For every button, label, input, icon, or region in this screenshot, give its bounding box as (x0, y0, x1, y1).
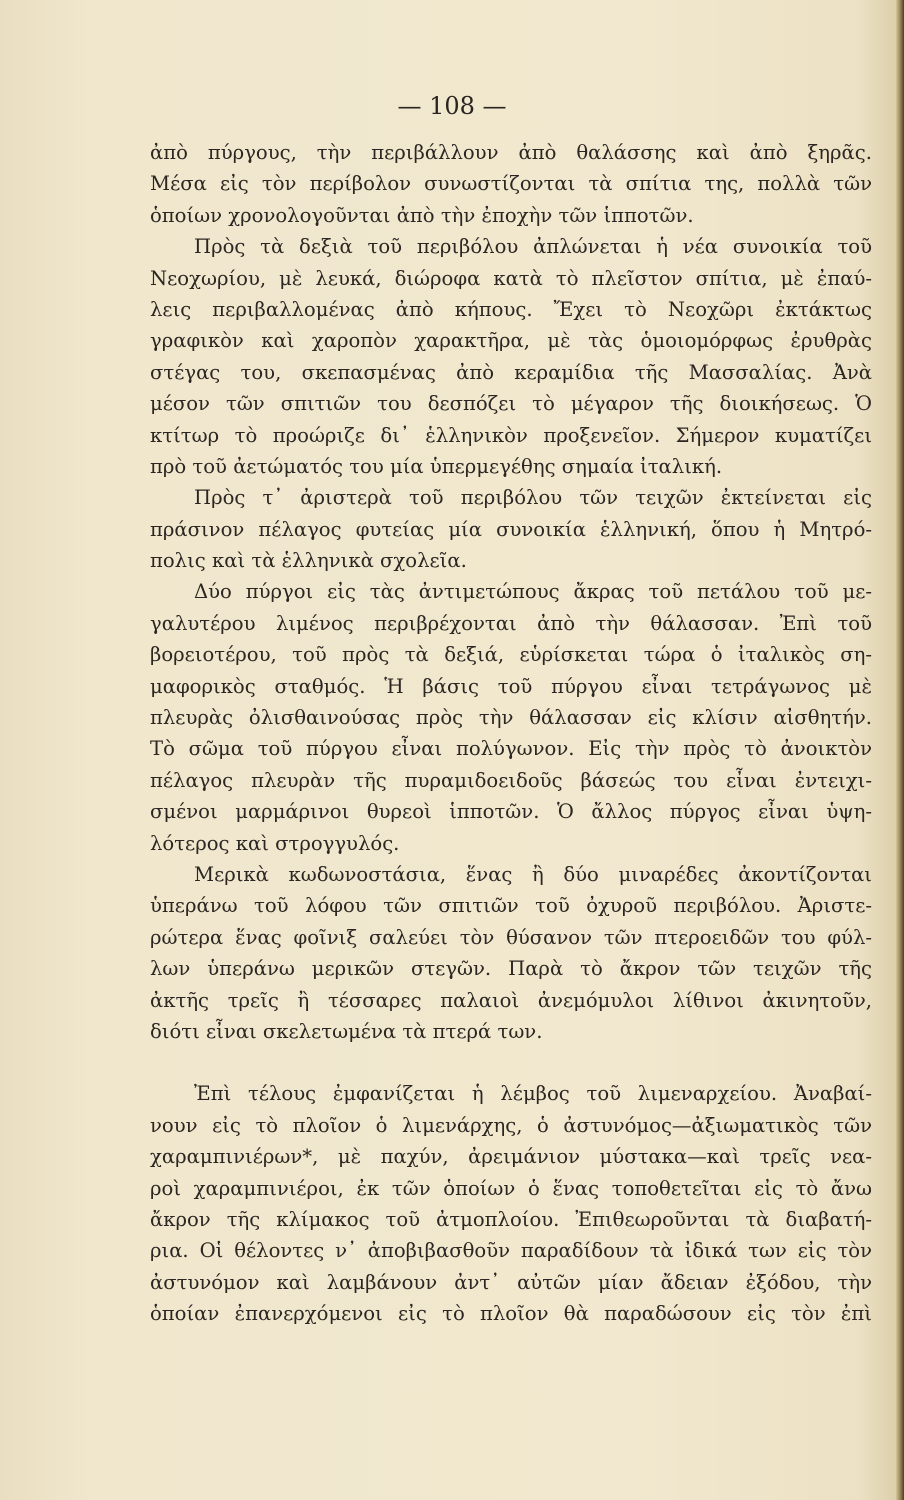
text-line: Μερικὰ κωδωνοστάσια, ἕνας ἢ δύο μιναρέδες ἀκοντίζονται (194, 862, 872, 886)
text-line: ρώτερα ἕνας φοῖνιξ σαλεύει τὸν θύσανον τῶν πτεροειδῶν του φύλ- (150, 925, 872, 949)
paragraph (150, 576, 872, 859)
text-line: λων ὑπεράνω μερικῶν στεγῶν. Παρὰ τὸ ἄκρον τῶν τειχῶν τῆς (150, 957, 872, 981)
text-line: ἀκτῆς τρεῖς ἢ τέσσαρες παλαιοὶ ἀνεμόμυλοι λίθινοι ἀκινητοῦν, (150, 988, 872, 1012)
text-line: Ἐπὶ τέλους ἐμφανίζεται ἡ λέμβος τοῦ λιμεναρχείου. Ἀναβαί- (194, 1082, 872, 1106)
page-number: — 108 — (397, 92, 507, 120)
text-line: πλευρὰς ὀλισθαινούσας πρὸς τὴν θάλασσαν εἰς κλίσιν αἰσθητήν. (150, 706, 872, 730)
text-line: πρὸ τοῦ ἀετώματός του μία ὑπερμεγέθης σημαία ἰταλική. (150, 454, 723, 478)
paragraph (150, 859, 872, 1047)
text-line: πράσινον πέλαγος φυτείας μία συνοικία ἑλληνική, ὅπου ἡ Μητρό- (150, 517, 872, 541)
paragraph-gap (150, 1047, 872, 1078)
text-line: ροὶ χαραμπινιέροι, ἐκ τῶν ὁποίων ὁ ἕνας τοποθετεῖται εἰς τὸ ἄνω (150, 1176, 872, 1200)
paragraph (150, 1078, 872, 1329)
text-line: λότερος καὶ στρογγυλός. (150, 831, 400, 855)
text-line: ὑπεράνω τοῦ λόφου τῶν σπιτιῶν τοῦ ὀχυροῦ περιβόλου. Ἀριστε- (150, 894, 872, 918)
text-line: μαφορικὸς σταθμός. Ἡ βάσις τοῦ πύργου εἶναι τετράγωνος μὲ (150, 674, 872, 698)
text-line: μέσον τῶν σπιτιῶν του δεσπόζει τὸ μέγαρον τῆς διοικήσεως. Ὁ (150, 392, 872, 416)
text-line: πέλαγος πλευρὰν τῆς πυραμιδοειδοῦς βάσεώς του εἶναι ἐντειχι- (150, 768, 872, 792)
text-line: γραφικὸν καὶ χαροπὸν χαρακτῆρα, μὲ τὰς ὁμοιομόρφως ἐρυθρὰς (150, 329, 872, 353)
text-line: ἀπὸ πύργους, τὴν περιβάλλουν ἀπὸ θαλάσσης καὶ ἀπὸ ξηρᾶς. (150, 141, 872, 164)
text-line: κτίτωρ τὸ προώριζε δι᾿ ἑλληνικὸν προξενεῖον. Σήμερον κυματίζει (150, 423, 872, 447)
text-line: ὁποίαν ἐπανερχόμενοι εἰς τὸ πλοῖον θὰ παραδώσουν εἰς τὸν ἐπὶ (150, 1302, 872, 1326)
text-line: πολις καὶ τὰ ἑλληνικὰ σχολεῖα. (150, 549, 467, 573)
text-line: γαλυτέρου λιμένος περιβρέχονται ἀπὸ τὴν θάλασσαν. Ἐπὶ τοῦ (150, 611, 872, 635)
text-line: ὁποίων χρονολογοῦνται ἀπὸ τὴν ἐποχὴν τῶν ἱπποτῶν. (150, 203, 694, 227)
text-line: λεις περιβαλλομένας ἀπὸ κήπους. Ἔχει τὸ Νεοχῶρι ἐκτάκτως (150, 297, 872, 321)
text-line: βορειοτέρου, τοῦ πρὸς τὰ δεξιά, εὑρίσκεται τώρα ὁ ἰταλικὸς ση- (150, 643, 872, 667)
text-line: ἀστυνόμον καὶ λαμβάνουν ἀντ᾿ αὐτῶν μίαν ἄδειαν ἐξόδου, τὴν (150, 1270, 872, 1294)
text-line: νουν εἰς τὸ πλοῖον ὁ λιμενάρχης, ὁ ἀστυνόμος—ἀξιωματικὸς τῶν (150, 1113, 872, 1137)
text-line: Τὸ σῶμα τοῦ πύργου εἶναι πολύγωνον. Εἰς τὴν πρὸς τὸ ἀνοικτὸν (150, 737, 872, 761)
body-text (150, 137, 872, 1329)
text-line: ρια. Οἱ θέλοντες ν᾿ ἀποβιβασθοῦν παραδίδουν τὰ ἰδικά των εἰς τὸν (150, 1239, 872, 1263)
paragraph (150, 137, 872, 231)
text-line: Μέσα εἰς τὸν περίβολον συνωστίζονται τὰ σπίτια της, πολλὰ τῶν (150, 172, 872, 196)
paragraph (150, 482, 872, 576)
paragraph (150, 231, 872, 482)
page-edge-shadow (896, 0, 904, 1500)
text-line: στέγας του, σκεπασμένας ἀπὸ κεραμίδια τῆς Μασσαλίας. Ἀνὰ (150, 360, 872, 384)
text-line: Δύο πύργοι εἰς τὰς ἀντιμετώπους ἄκρας τοῦ πετάλου τοῦ με- (194, 580, 872, 604)
text-line: σμένοι μαρμάρινοι θυρεοὶ ἱπποτῶν. Ὁ ἄλλος πύργος εἶναι ὑψη- (150, 800, 872, 824)
text-line: χαραμπινιέρων*, μὲ παχύν, ἀρειμάνιον μύστακα—καὶ τρεῖς νεα- (150, 1145, 872, 1169)
text-line: ἄκρον τῆς κλίμακος τοῦ ἀτμοπλοίου. Ἐπιθεωροῦνται τὰ διαβατή- (150, 1207, 872, 1231)
text-line: Πρὸς τ᾿ ἀριστερὰ τοῦ περιβόλου τῶν τειχῶν ἐκτείνεται εἰς (194, 486, 872, 510)
text-line: Νεοχωρίου, μὲ λευκά, διώροφα κατὰ τὸ πλεῖστον σπίτια, μὲ ἐπαύ- (150, 266, 872, 290)
text-line: Πρὸς τὰ δεξιὰ τοῦ περιβόλου ἀπλώνεται ἡ νέα συνοικία τοῦ (194, 235, 872, 259)
text-line: διότι εἶναι σκελετωμένα τὰ πτερά των. (150, 1019, 543, 1043)
